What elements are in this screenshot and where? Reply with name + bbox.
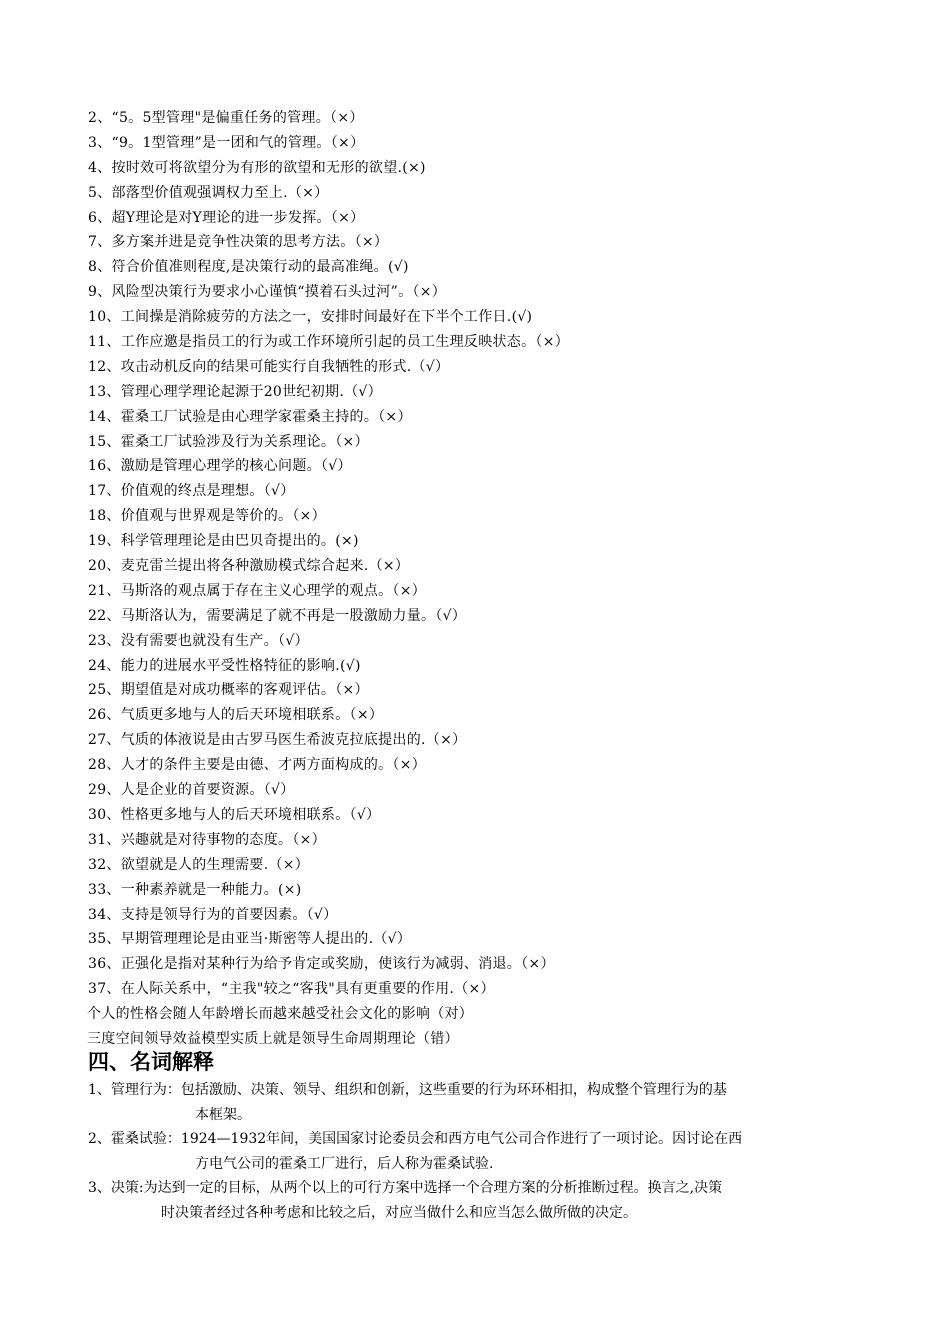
list-item: 8、符合价值准则程度,是决策行动的最高准绳。(√) [88,259,409,276]
list-item: 23、没有需要也就没有生产。（√） [88,632,309,649]
list-item: 12、攻击动机反向的结果可能实行自我牺牲的形式.（√） [88,358,450,375]
definition-text: 包括激励、决策、领导、组织和创新，这些重要的行为环环相扣，构成整个管理行为的基 [180,1082,727,1098]
list-item: 14、霍桑工厂试验是由心理学家霍桑主持的。（×） [88,408,412,425]
list-item: 20、麦克雷兰提出将各种激励模式综合起来.（×） [88,558,410,575]
list-item: 34、支持是领导行为的首要因素。（√） [88,906,338,923]
list-item: 31、兴趣就是对待事物的态度。（×） [88,831,326,848]
list-item: 35、早期管理理论是由亚当·斯密等人提出的.（√） [88,931,412,948]
list-item: 5、部落型价值观强调权力至上.（×） [88,184,329,201]
list-item: 7、多方案并进是竞争性决策的思考方法。（×） [88,234,389,251]
definition-item [88,1176,868,1225]
list-item: 18、价值观与世界观是等价的。（×） [88,508,326,525]
list-item: 36、正强化是指对某种行为给予肯定或奖励，使该行为减弱、消退。（×） [88,956,555,973]
definition-text: 为达到一定的目标，从两个以上的可行方案中选择一个合理方案的分析推断过程。换言之,决策 [143,1180,723,1196]
list-item: 32、欲望就是人的生理需要.（×） [88,856,310,873]
list-item: 10、工间操是消除疲劳的方法之一，安排时间最好在下半个工作日.(√) [88,309,533,326]
definition-text-continued: 本框架。 [195,1106,251,1123]
list-item: 2、“5。5型管理"是偏重任务的管理。（×） [88,110,364,126]
definition-term: 2、霍桑试验： [88,1131,181,1147]
definition-term: 1、管理行为： [88,1082,181,1098]
list-item: 19、科学管理理论是由巴贝奇提出的。(×) [88,533,359,550]
list-item: 个人的性格会随人年龄增长而越来越受社会文化的影响（对） [87,1006,474,1023]
definition-item [88,1078,868,1127]
list-item: 17、价值观的终点是理想。（√） [88,483,295,500]
definition-text-continued: 方电气公司的霍桑工厂进行，后人称为霍桑试验. [195,1155,494,1172]
list-item: 26、气质更多地与人的后天环境相联系。（×） [88,707,384,724]
true-false-list [88,106,888,1052]
list-item: 11、工作应邀是指员工的行为或工作环境所引起的员工生理反映状态。（×） [88,334,570,351]
list-item: 28、人才的条件主要是由德、才两方面构成的。（×） [88,757,427,774]
definition-term: 3、决策: [88,1180,144,1196]
definition-text-continued: 时决策者经过各种考虑和比较之后，对应当做什么和应当怎么做所做的决定。 [161,1204,637,1221]
list-item: 24、能力的进展水平受性格特征的影响.(√) [88,657,361,674]
definition-text: 1924—1932年间，美国国家讨论委员会和西方电气公司合作进行了一项讨论。因讨论在西 [180,1131,743,1147]
list-item: 6、超Y理论是对Y理论的进一步发挥。（×） [88,209,365,226]
list-item: 25、期望值是对成功概率的客观评估。（×） [88,682,369,699]
definition-item [88,1127,868,1176]
definitions-list [88,1078,868,1225]
list-item: 三度空间领导效益模型实质上就是领导生命周期理论（错） [87,1030,459,1047]
list-item: 22、马斯洛认为，需要满足了就不再是一股激励力量。（√） [88,607,467,624]
list-item: 16、激励是管理心理学的核心问题。（√） [88,458,352,475]
list-item: 29、人是企业的首要资源。（√） [88,782,295,799]
list-item: 3、“9。1型管理”是一团和气的管理。（×） [88,134,365,151]
list-item: 9、风险型决策行为要求小心谨慎“摸着石头过河”。（×） [88,284,447,301]
list-item: 30、性格更多地与人的后天环境相联系。（√） [88,806,381,823]
list-item: 4、按时效可将欲望分为有形的欲望和无形的欲望.(×) [88,159,426,176]
list-item: 37、在人际关系中，“主我"较之“客我"具有更重要的作用.（×） [88,981,495,998]
list-item: 13、管理心理学理论起源于20世纪初期.（√） [88,383,382,400]
list-item: 27、气质的体液说是由古罗马医生希波克拉底提出的.（×） [88,732,467,749]
list-item: 21、马斯洛的观点属于存在主义心理学的观点。（×） [88,582,427,599]
list-item: 15、霍桑工厂试验涉及行为关系理论。（×） [88,433,369,450]
list-item: 33、一种素养就是一种能力。(×) [88,881,302,898]
section-heading: 四、名词解释 [88,1050,214,1074]
